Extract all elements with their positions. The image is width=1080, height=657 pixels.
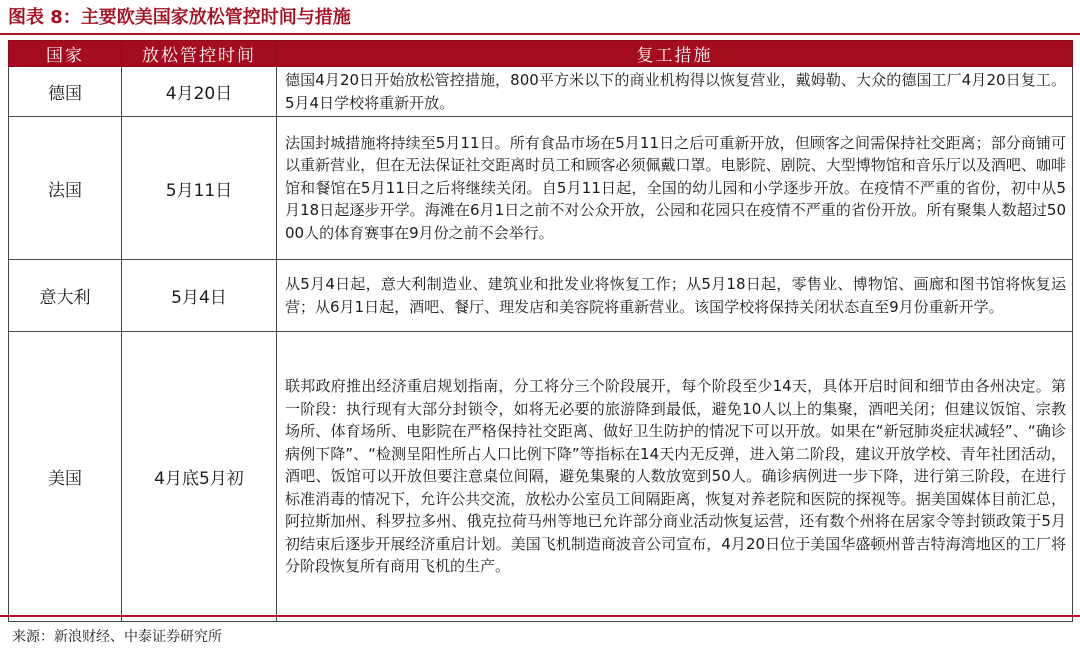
cell-date: 5月4日 [122,260,277,332]
cell-measures: 从5月4日起，意大利制造业、建筑业和批发业将恢复工作；从5月18日起，零售业、博物馆、画廊和图书馆将恢复运营；从6月1日起，酒吧、餐厅、理发店和美容院将重新营业。该国学校将保持关闭状态直至9月份重新开学。 [277,260,1073,332]
table-row-france [9,117,1073,260]
cell-country: 德国 [9,67,122,117]
header-relax-time: 放松管控时间 [122,41,277,67]
source-divider [0,615,1080,617]
title-divider [0,33,1080,35]
reopening-table [8,40,1073,622]
header-country: 国家 [9,41,122,67]
cell-measures: 联邦政府推出经济重启规划指南，分工将分三个阶段展开，每个阶段至少14天，具体开启时间和细节由各州决定。第一阶段：执行现有大部分封锁令，如将无必要的旅游降到最低，避免10人以上的集聚，酒吧关闭；但建议饭馆、宗教场所、体育场所、电影院在严格保持社交距离、做好卫生防护的情况下可以开放。如果在“新冠肺炎症状减轻”、“确诊病例下降”、“检测呈阳性所占人口比例下降”等指标在14天内无反弹，进入第二阶段，建议开放学校、青年社团活动，酒吧、饭馆可以开放但要注意桌位间隔，避免集聚的人数放宽到50人。确诊病例进一步下降，进行第三阶段，在进行标准消毒的情况下，允许公共交流，放松办公室员工间隔距离，恢复对养老院和医院的探视等。据美国媒体目前汇总，阿拉斯加州、科罗拉多州、俄克拉荷马州等地已允许部分商业活动恢复运营，还有数个州将在居家令等封锁政策于5月初结束后逐步开展经济重启计划。美国飞机制造商波音公司宣布，4月20日位于美国华盛顿州普吉特海湾地区的工厂将分阶段恢复所有商用飞机的生产。 [277,332,1073,622]
table-row-italy [9,260,1073,332]
cell-country: 法国 [9,117,122,260]
table-row-germany [9,67,1073,117]
cell-measures: 法国封城措施将持续至5月11日。所有食品市场在5月11日之后可重新开放，但顾客之间需保持社交距离；部分商铺可以重新营业，但在无法保证社交距离时员工和顾客必须佩戴口罩。电影院、剧院、大型博物馆和音乐厅以及酒吧、咖啡馆和餐馆在5月11日之后将继续关闭。自5月11日起，全国的幼儿园和小学逐步开放。在疫情不严重的省份，初中从5月18日起逐步开学。海滩在6月1日之前不对公众开放，公园和花园只在疫情不严重的省份开放。所有聚集人数超过5000人的体育赛事在9月份之前不会举行。 [277,117,1073,260]
header-measures: 复工措施 [277,41,1073,67]
cell-measures: 德国4月20日开始放松管控措施，800平方米以下的商业机构得以恢复营业，戴姆勒、大众的德国工厂4月20日复工。5月4日学校将重新开放。 [277,67,1073,117]
table-header-row [9,41,1073,67]
cell-country: 美国 [9,332,122,622]
cell-date: 4月底5月初 [122,332,277,622]
cell-country: 意大利 [9,260,122,332]
table-row-usa [9,332,1073,622]
cell-date: 4月20日 [122,67,277,117]
figure-title: 图表 8：主要欧美国家放松管控时间与措施 [8,7,351,28]
cell-date: 5月11日 [122,117,277,260]
source-note: 来源：新浪财经、中泰证券研究所 [12,629,222,645]
